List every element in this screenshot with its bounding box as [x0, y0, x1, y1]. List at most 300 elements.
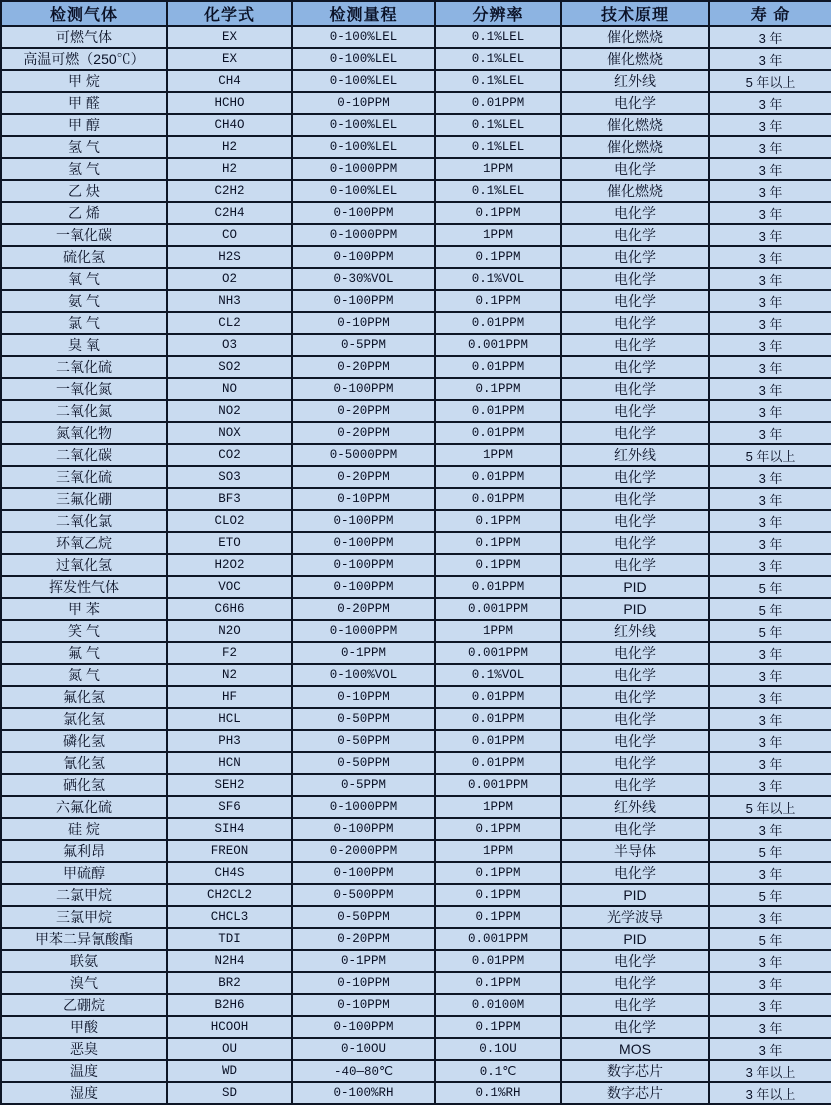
cell-formula: CO [167, 224, 292, 246]
table-row [1, 840, 831, 862]
cell-lifespan: 5 年 [709, 928, 831, 950]
cell-resolution: 1PPM [435, 158, 561, 180]
cell-lifespan: 3 年 [709, 158, 831, 180]
cell-range: 0-20PPM [292, 466, 435, 488]
cell-resolution: 0.01PPM [435, 356, 561, 378]
cell-principle: 电化学 [561, 356, 709, 378]
table-row [1, 620, 831, 642]
cell-lifespan: 3 年 [709, 356, 831, 378]
cell-lifespan: 3 年 [709, 730, 831, 752]
cell-formula: FREON [167, 840, 292, 862]
cell-lifespan: 3 年 [709, 268, 831, 290]
cell-resolution: 0.1PPM [435, 818, 561, 840]
cell-gas-name: 氟利昂 [1, 840, 167, 862]
cell-gas-name: 溴气 [1, 972, 167, 994]
cell-lifespan: 3 年 [709, 1016, 831, 1038]
cell-range: 0-20PPM [292, 422, 435, 444]
cell-formula: SD [167, 1082, 292, 1104]
cell-lifespan: 3 年 [709, 290, 831, 312]
cell-resolution: 0.1%LEL [435, 48, 561, 70]
cell-principle: 电化学 [561, 818, 709, 840]
table-row [1, 422, 831, 444]
cell-principle: MOS [561, 1038, 709, 1060]
cell-lifespan: 3 年 [709, 950, 831, 972]
table-row [1, 708, 831, 730]
cell-principle: PID [561, 884, 709, 906]
cell-gas-name: 甲 醇 [1, 114, 167, 136]
cell-resolution: 0.01PPM [435, 422, 561, 444]
cell-gas-name: 硅 烷 [1, 818, 167, 840]
cell-resolution: 0.1PPM [435, 1016, 561, 1038]
cell-principle: 数字芯片 [561, 1082, 709, 1104]
cell-range: 0-10PPM [292, 686, 435, 708]
cell-lifespan: 3 年 [709, 312, 831, 334]
cell-formula: BR2 [167, 972, 292, 994]
cell-resolution: 0.001PPM [435, 334, 561, 356]
table-row [1, 268, 831, 290]
cell-gas-name: 挥发性气体 [1, 576, 167, 598]
cell-range: 0-100%LEL [292, 48, 435, 70]
cell-range: 0-100PPM [292, 532, 435, 554]
cell-formula: NH3 [167, 290, 292, 312]
cell-range: 0-10PPM [292, 92, 435, 114]
column-resolution: 分辨率 [435, 1, 561, 26]
cell-resolution: 0.01PPM [435, 950, 561, 972]
cell-resolution: 0.1PPM [435, 290, 561, 312]
cell-principle: 红外线 [561, 796, 709, 818]
table-row [1, 994, 831, 1016]
cell-range: 0-10OU [292, 1038, 435, 1060]
table-row [1, 70, 831, 92]
cell-resolution: 0.01PPM [435, 576, 561, 598]
cell-formula: CL2 [167, 312, 292, 334]
table-row [1, 752, 831, 774]
cell-resolution: 1PPM [435, 796, 561, 818]
table-row [1, 730, 831, 752]
cell-resolution: 0.1PPM [435, 862, 561, 884]
cell-principle: 催化燃烧 [561, 48, 709, 70]
table-row [1, 202, 831, 224]
cell-resolution: 0.01PPM [435, 686, 561, 708]
cell-formula: H2O2 [167, 554, 292, 576]
cell-range: 0-100PPM [292, 818, 435, 840]
cell-gas-name: 过氧化氢 [1, 554, 167, 576]
cell-gas-name: 氨 气 [1, 290, 167, 312]
cell-range: 0-100%LEL [292, 26, 435, 48]
cell-resolution: 0.1%VOL [435, 268, 561, 290]
table-row [1, 1038, 831, 1060]
cell-formula: SO3 [167, 466, 292, 488]
cell-range: 0-1000PPM [292, 796, 435, 818]
cell-resolution: 0.1PPM [435, 202, 561, 224]
cell-resolution: 0.1%LEL [435, 70, 561, 92]
table-row [1, 884, 831, 906]
table-row [1, 466, 831, 488]
cell-resolution: 0.01PPM [435, 466, 561, 488]
cell-formula: NO [167, 378, 292, 400]
cell-principle: 光学波导 [561, 906, 709, 928]
cell-resolution: 0.01PPM [435, 752, 561, 774]
cell-range: 0-20PPM [292, 598, 435, 620]
table-row [1, 158, 831, 180]
cell-gas-name: 甲酸 [1, 1016, 167, 1038]
cell-gas-name: 三氯甲烷 [1, 906, 167, 928]
cell-range: 0-50PPM [292, 730, 435, 752]
table-row [1, 378, 831, 400]
cell-lifespan: 3 年 [709, 26, 831, 48]
cell-resolution: 0.1PPM [435, 532, 561, 554]
cell-formula: CO2 [167, 444, 292, 466]
cell-lifespan: 3 年以上 [709, 1060, 831, 1082]
header-row [1, 1, 831, 26]
cell-principle: 电化学 [561, 158, 709, 180]
column-gas-name: 检测气体 [1, 1, 167, 26]
table-row [1, 92, 831, 114]
cell-formula: C2H2 [167, 180, 292, 202]
cell-range: 0-50PPM [292, 752, 435, 774]
cell-resolution: 0.1%LEL [435, 26, 561, 48]
table-row [1, 774, 831, 796]
cell-principle: 电化学 [561, 488, 709, 510]
cell-lifespan: 3 年 [709, 906, 831, 928]
cell-gas-name: 氟化氢 [1, 686, 167, 708]
cell-lifespan: 3 年 [709, 994, 831, 1016]
cell-lifespan: 3 年 [709, 180, 831, 202]
cell-lifespan: 3 年 [709, 686, 831, 708]
cell-principle: 电化学 [561, 268, 709, 290]
cell-gas-name: 二氯甲烷 [1, 884, 167, 906]
cell-range: 0-10PPM [292, 972, 435, 994]
table-row [1, 444, 831, 466]
cell-gas-name: 三氟化硼 [1, 488, 167, 510]
cell-lifespan: 3 年 [709, 422, 831, 444]
cell-principle: 电化学 [561, 554, 709, 576]
cell-lifespan: 3 年 [709, 224, 831, 246]
cell-principle: 红外线 [561, 620, 709, 642]
cell-formula: C6H6 [167, 598, 292, 620]
table-row [1, 862, 831, 884]
cell-formula: SO2 [167, 356, 292, 378]
cell-resolution: 0.1%LEL [435, 114, 561, 136]
cell-lifespan: 5 年以上 [709, 444, 831, 466]
cell-gas-name: 恶臭 [1, 1038, 167, 1060]
cell-range: 0-1000PPM [292, 224, 435, 246]
cell-gas-name: 氮 气 [1, 664, 167, 686]
table-row [1, 928, 831, 950]
cell-lifespan: 3 年 [709, 334, 831, 356]
cell-range: 0-50PPM [292, 708, 435, 730]
cell-principle: 电化学 [561, 510, 709, 532]
cell-range: 0-100%VOL [292, 664, 435, 686]
table-row [1, 136, 831, 158]
cell-lifespan: 3 年 [709, 400, 831, 422]
cell-principle: 电化学 [561, 686, 709, 708]
table-row [1, 972, 831, 994]
table-row [1, 356, 831, 378]
cell-lifespan: 5 年 [709, 840, 831, 862]
cell-principle: 电化学 [561, 708, 709, 730]
table-row [1, 114, 831, 136]
cell-formula: CLO2 [167, 510, 292, 532]
cell-gas-name: 笑 气 [1, 620, 167, 642]
cell-gas-name: 乙 烯 [1, 202, 167, 224]
cell-principle: 电化学 [561, 532, 709, 554]
cell-resolution: 0.01PPM [435, 92, 561, 114]
cell-lifespan: 3 年 [709, 708, 831, 730]
cell-formula: HCL [167, 708, 292, 730]
cell-principle: 电化学 [561, 664, 709, 686]
cell-lifespan: 5 年 [709, 884, 831, 906]
cell-formula: SEH2 [167, 774, 292, 796]
cell-lifespan: 3 年 [709, 642, 831, 664]
cell-lifespan: 5 年 [709, 576, 831, 598]
cell-gas-name: 氰化氢 [1, 752, 167, 774]
cell-principle: 电化学 [561, 774, 709, 796]
cell-gas-name: 甲苯二异氰酸酯 [1, 928, 167, 950]
cell-resolution: 0.001PPM [435, 598, 561, 620]
cell-principle: 电化学 [561, 972, 709, 994]
cell-principle: 催化燃烧 [561, 26, 709, 48]
table-body [1, 26, 831, 1104]
cell-principle: 电化学 [561, 378, 709, 400]
cell-formula: O3 [167, 334, 292, 356]
cell-lifespan: 5 年 [709, 620, 831, 642]
table-row [1, 686, 831, 708]
cell-principle: 红外线 [561, 70, 709, 92]
cell-gas-name: 三氧化硫 [1, 466, 167, 488]
cell-formula: CH4O [167, 114, 292, 136]
cell-gas-name: 氟 气 [1, 642, 167, 664]
cell-formula: HCOOH [167, 1016, 292, 1038]
cell-principle: 电化学 [561, 1016, 709, 1038]
cell-principle: 数字芯片 [561, 1060, 709, 1082]
cell-range: 0-10PPM [292, 312, 435, 334]
cell-formula: VOC [167, 576, 292, 598]
cell-lifespan: 3 年 [709, 246, 831, 268]
table-row [1, 48, 831, 70]
cell-resolution: 0.1OU [435, 1038, 561, 1060]
cell-gas-name: 六氟化硫 [1, 796, 167, 818]
cell-gas-name: 磷化氢 [1, 730, 167, 752]
table-row [1, 554, 831, 576]
cell-principle: 电化学 [561, 246, 709, 268]
cell-formula: SF6 [167, 796, 292, 818]
cell-resolution: 0.1PPM [435, 972, 561, 994]
cell-gas-name: 甲 苯 [1, 598, 167, 620]
cell-lifespan: 3 年 [709, 664, 831, 686]
cell-gas-name: 硫化氢 [1, 246, 167, 268]
table-row [1, 1060, 831, 1082]
cell-range: 0-10PPM [292, 994, 435, 1016]
cell-principle: 催化燃烧 [561, 180, 709, 202]
cell-principle: 催化燃烧 [561, 114, 709, 136]
cell-resolution: 0.1%LEL [435, 180, 561, 202]
cell-resolution: 0.001PPM [435, 774, 561, 796]
cell-principle: 电化学 [561, 224, 709, 246]
cell-resolution: 0.1%RH [435, 1082, 561, 1104]
cell-principle: 电化学 [561, 92, 709, 114]
cell-formula: TDI [167, 928, 292, 950]
cell-lifespan: 3 年 [709, 862, 831, 884]
column-lifespan: 寿 命 [709, 1, 831, 26]
cell-formula: WD [167, 1060, 292, 1082]
cell-formula: C2H4 [167, 202, 292, 224]
cell-principle: 红外线 [561, 444, 709, 466]
cell-principle: 电化学 [561, 752, 709, 774]
cell-formula: CHCL3 [167, 906, 292, 928]
cell-gas-name: 二氧化硫 [1, 356, 167, 378]
cell-principle: PID [561, 598, 709, 620]
cell-principle: 电化学 [561, 334, 709, 356]
cell-gas-name: 环氧乙烷 [1, 532, 167, 554]
cell-range: 0-1000PPM [292, 158, 435, 180]
cell-formula: F2 [167, 642, 292, 664]
cell-formula: EX [167, 26, 292, 48]
cell-gas-name: 湿度 [1, 1082, 167, 1104]
cell-range: 0-1PPM [292, 950, 435, 972]
cell-gas-name: 温度 [1, 1060, 167, 1082]
cell-formula: N2O [167, 620, 292, 642]
cell-resolution: 1PPM [435, 840, 561, 862]
cell-gas-name: 二氧化碳 [1, 444, 167, 466]
cell-lifespan: 3 年 [709, 114, 831, 136]
cell-resolution: 0.1PPM [435, 554, 561, 576]
table-row [1, 290, 831, 312]
table-row [1, 510, 831, 532]
cell-range: 0-100PPM [292, 1016, 435, 1038]
cell-gas-name: 乙 炔 [1, 180, 167, 202]
cell-resolution: 0.001PPM [435, 642, 561, 664]
cell-gas-name: 氢 气 [1, 136, 167, 158]
cell-resolution: 1PPM [435, 224, 561, 246]
cell-range: 0-2000PPM [292, 840, 435, 862]
cell-principle: PID [561, 928, 709, 950]
cell-resolution: 0.1PPM [435, 884, 561, 906]
cell-range: 0-1000PPM [292, 620, 435, 642]
cell-gas-name: 一氧化碳 [1, 224, 167, 246]
cell-formula: PH3 [167, 730, 292, 752]
cell-principle: 电化学 [561, 994, 709, 1016]
cell-gas-name: 氯化氢 [1, 708, 167, 730]
cell-range: 0-100PPM [292, 378, 435, 400]
cell-principle: 电化学 [561, 312, 709, 334]
cell-gas-name: 二氧化氮 [1, 400, 167, 422]
table-row [1, 26, 831, 48]
cell-resolution: 1PPM [435, 444, 561, 466]
cell-range: 0-100%LEL [292, 114, 435, 136]
cell-lifespan: 3 年 [709, 752, 831, 774]
cell-lifespan: 5 年以上 [709, 796, 831, 818]
cell-lifespan: 3 年 [709, 202, 831, 224]
cell-range: 0-500PPM [292, 884, 435, 906]
cell-formula: N2 [167, 664, 292, 686]
cell-formula: N2H4 [167, 950, 292, 972]
table-row [1, 312, 831, 334]
table-row [1, 488, 831, 510]
cell-formula: H2S [167, 246, 292, 268]
cell-formula: BF3 [167, 488, 292, 510]
cell-principle: 电化学 [561, 422, 709, 444]
cell-range: 0-100PPM [292, 510, 435, 532]
cell-lifespan: 5 年以上 [709, 70, 831, 92]
cell-resolution: 0.01PPM [435, 488, 561, 510]
cell-resolution: 1PPM [435, 620, 561, 642]
table-header [1, 1, 831, 26]
cell-formula: H2 [167, 158, 292, 180]
cell-principle: 电化学 [561, 950, 709, 972]
cell-lifespan: 5 年 [709, 598, 831, 620]
cell-lifespan: 3 年 [709, 488, 831, 510]
cell-gas-name: 甲 醛 [1, 92, 167, 114]
cell-principle: 电化学 [561, 862, 709, 884]
cell-range: 0-10PPM [292, 488, 435, 510]
table-row [1, 180, 831, 202]
cell-range: 0-100PPM [292, 576, 435, 598]
cell-range: 0-20PPM [292, 928, 435, 950]
cell-range: -40—80℃ [292, 1060, 435, 1082]
column-range: 检测量程 [292, 1, 435, 26]
cell-lifespan: 3 年以上 [709, 1082, 831, 1104]
cell-gas-name: 联氨 [1, 950, 167, 972]
cell-gas-name: 臭 氧 [1, 334, 167, 356]
cell-range: 0-100%RH [292, 1082, 435, 1104]
cell-range: 0-100PPM [292, 202, 435, 224]
table-row [1, 334, 831, 356]
cell-range: 0-1PPM [292, 642, 435, 664]
cell-formula: EX [167, 48, 292, 70]
cell-resolution: 0.1PPM [435, 378, 561, 400]
table-row [1, 796, 831, 818]
cell-lifespan: 3 年 [709, 466, 831, 488]
cell-range: 0-100PPM [292, 246, 435, 268]
cell-gas-name: 氯 气 [1, 312, 167, 334]
cell-gas-name: 甲 烷 [1, 70, 167, 92]
column-formula: 化学式 [167, 1, 292, 26]
cell-range: 0-100%LEL [292, 136, 435, 158]
cell-principle: 电化学 [561, 642, 709, 664]
table-row [1, 642, 831, 664]
cell-resolution: 0.001PPM [435, 928, 561, 950]
cell-lifespan: 3 年 [709, 92, 831, 114]
cell-range: 0-100PPM [292, 554, 435, 576]
cell-lifespan: 3 年 [709, 818, 831, 840]
cell-gas-name: 可燃气体 [1, 26, 167, 48]
cell-principle: 电化学 [561, 730, 709, 752]
cell-lifespan: 3 年 [709, 532, 831, 554]
table-row [1, 664, 831, 686]
cell-formula: ETO [167, 532, 292, 554]
cell-range: 0-20PPM [292, 400, 435, 422]
cell-principle: 电化学 [561, 290, 709, 312]
cell-gas-name: 硒化氢 [1, 774, 167, 796]
cell-principle: 催化燃烧 [561, 136, 709, 158]
table-row [1, 1082, 831, 1104]
cell-range: 0-5000PPM [292, 444, 435, 466]
cell-resolution: 0.0100M [435, 994, 561, 1016]
table-row [1, 818, 831, 840]
cell-range: 0-50PPM [292, 906, 435, 928]
cell-formula: NOX [167, 422, 292, 444]
cell-formula: O2 [167, 268, 292, 290]
cell-range: 0-20PPM [292, 356, 435, 378]
cell-resolution: 0.1%VOL [435, 664, 561, 686]
cell-resolution: 0.01PPM [435, 730, 561, 752]
cell-lifespan: 3 年 [709, 972, 831, 994]
cell-gas-name: 高温可燃（250℃） [1, 48, 167, 70]
cell-lifespan: 3 年 [709, 510, 831, 532]
table-row [1, 598, 831, 620]
cell-formula: NO2 [167, 400, 292, 422]
